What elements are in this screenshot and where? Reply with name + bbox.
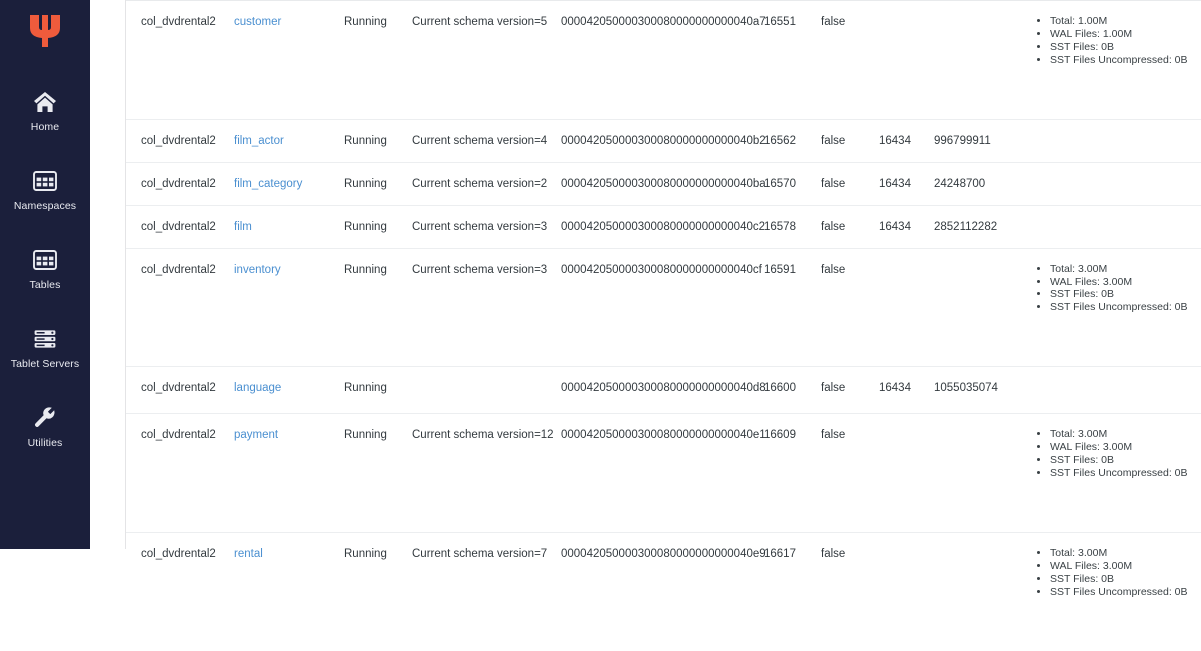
keyspace-cell xyxy=(126,162,234,205)
sidebar-item-label: Tables xyxy=(29,279,61,291)
state-cell xyxy=(344,248,412,367)
colocation-id-value: 2852112282 xyxy=(934,220,998,233)
sidebar-item-namespaces[interactable] xyxy=(0,159,90,221)
on-disk-size-cell xyxy=(1036,532,1201,650)
on-disk-size-item: • SST Files: 0B xyxy=(1050,41,1187,53)
colocation-id-cell xyxy=(934,248,1036,367)
ysql-oid-cell xyxy=(764,1,821,120)
uuid-value: 000042050000300080000000000040d8 xyxy=(561,382,766,395)
message-cell xyxy=(412,248,561,367)
grid-table-icon xyxy=(32,168,58,194)
colocation-id-value: 996799911 xyxy=(934,134,991,147)
message-value: Current schema version=12 xyxy=(412,429,554,442)
on-disk-size-item: • SST Files Uncompressed: 0B xyxy=(1050,586,1187,598)
on-disk-size-item: • Total: 3.00M xyxy=(1050,547,1187,559)
keyspace-cell xyxy=(126,1,234,120)
keyspace-value: col_dvdrental2 xyxy=(141,263,216,276)
table-name-link[interactable]: rental xyxy=(234,547,263,560)
parent-oid-value: 16434 xyxy=(879,382,911,395)
table-row xyxy=(126,414,1201,533)
state-cell xyxy=(344,119,412,162)
ysql-oid-cell xyxy=(764,367,821,414)
parent-oid-value: 16434 xyxy=(879,177,911,190)
sidebar-item-label: Home xyxy=(30,121,60,133)
parent-oid-cell xyxy=(879,532,934,650)
sidebar-item-tablet-servers[interactable] xyxy=(0,317,90,379)
keyspace-cell xyxy=(126,248,234,367)
ysql-oid-cell xyxy=(764,532,821,650)
table-name-cell xyxy=(234,367,344,414)
state-cell xyxy=(344,1,412,120)
message-cell xyxy=(412,532,561,650)
colocation-id-cell xyxy=(934,367,1036,414)
keyspace-cell xyxy=(126,532,234,650)
state-value: Running xyxy=(344,177,387,190)
keyspace-value: col_dvdrental2 xyxy=(141,382,216,395)
keyspace-value: col_dvdrental2 xyxy=(141,134,216,147)
sidebar-item-label: Namespaces xyxy=(13,200,77,212)
uuid-cell xyxy=(561,532,764,650)
table-name-link[interactable]: language xyxy=(234,382,282,395)
uuid-value: 000042050000300080000000000040c2 xyxy=(561,220,766,233)
keyspace-cell xyxy=(126,367,234,414)
on-disk-size-item: • SST Files: 0B xyxy=(1050,573,1187,585)
on-disk-size-item: • SST Files Uncompressed: 0B xyxy=(1050,54,1187,66)
keyspace-value: col_dvdrental2 xyxy=(141,220,216,233)
on-disk-size-item: • WAL Files: 3.00M xyxy=(1050,276,1187,288)
message-value: Current schema version=3 xyxy=(412,220,548,233)
parent-oid-cell xyxy=(879,248,934,367)
colocation-id-cell xyxy=(934,162,1036,205)
uuid-cell xyxy=(561,119,764,162)
table-row xyxy=(126,532,1201,650)
sidebar-item-utilities[interactable] xyxy=(0,396,90,458)
hidden-cell xyxy=(821,1,879,120)
ysql-oid-value: 16617 xyxy=(764,547,796,560)
on-disk-size-cell xyxy=(1036,367,1201,414)
ysql-oid-cell xyxy=(764,119,821,162)
on-disk-size-cell xyxy=(1036,248,1201,367)
hidden-value: false xyxy=(821,382,846,395)
on-disk-size-cell xyxy=(1036,119,1201,162)
state-value: Running xyxy=(344,134,387,147)
on-disk-size-item: • SST Files Uncompressed: 0B xyxy=(1050,301,1187,313)
message-cell xyxy=(412,1,561,120)
keyspace-cell xyxy=(126,119,234,162)
hidden-cell xyxy=(821,119,879,162)
colocation-id-cell xyxy=(934,1,1036,120)
table-name-cell xyxy=(234,414,344,533)
parent-oid-cell xyxy=(879,414,934,533)
state-cell xyxy=(344,205,412,248)
on-disk-size-cell xyxy=(1036,205,1201,248)
table-row xyxy=(126,119,1201,162)
message-cell xyxy=(412,414,561,533)
on-disk-size-item: • SST Files Uncompressed: 0B xyxy=(1050,467,1187,479)
ysql-oid-value: 16562 xyxy=(764,134,796,147)
on-disk-size-list xyxy=(1036,428,1187,479)
message-value: Current schema version=3 xyxy=(412,263,548,276)
on-disk-size-item: • Total: 3.00M xyxy=(1050,428,1187,440)
tables-table xyxy=(126,0,1201,651)
table-row xyxy=(126,367,1201,414)
parent-oid-value: 16434 xyxy=(879,220,911,233)
on-disk-size-item: • WAL Files: 3.00M xyxy=(1050,441,1187,453)
hidden-value: false xyxy=(821,263,846,276)
hidden-cell xyxy=(821,532,879,650)
state-cell xyxy=(344,532,412,650)
uuid-cell xyxy=(561,248,764,367)
parent-oid-cell xyxy=(879,162,934,205)
on-disk-size-cell xyxy=(1036,1,1201,120)
message-cell xyxy=(412,119,561,162)
keyspace-value: col_dvdrental2 xyxy=(141,547,216,560)
colocation-id-cell xyxy=(934,414,1036,533)
on-disk-size-list xyxy=(1036,547,1187,598)
message-cell xyxy=(412,367,561,414)
uuid-cell xyxy=(561,367,764,414)
colocation-id-cell xyxy=(934,119,1036,162)
on-disk-size-cell xyxy=(1036,162,1201,205)
keyspace-cell xyxy=(126,205,234,248)
uuid-cell xyxy=(561,414,764,533)
ysql-oid-value: 16551 xyxy=(764,16,796,28)
message-cell xyxy=(412,205,561,248)
sidebar-item-tables[interactable] xyxy=(0,238,90,300)
table-row xyxy=(126,1,1201,120)
ysql-oid-cell xyxy=(764,248,821,367)
uuid-value: 000042050000300080000000000040ba xyxy=(561,177,766,190)
state-value: Running xyxy=(344,547,387,560)
sidebar-item-label: Utilities xyxy=(27,437,63,449)
table-name-link[interactable]: film_actor xyxy=(234,134,284,147)
parent-oid-value: 16434 xyxy=(879,134,911,147)
wrench-icon xyxy=(32,405,58,431)
keyspace-value: col_dvdrental2 xyxy=(141,177,216,190)
home-icon xyxy=(32,89,58,115)
state-value: Running xyxy=(344,16,387,28)
table-row xyxy=(126,162,1201,205)
parent-oid-cell xyxy=(879,367,934,414)
sidebar xyxy=(0,0,90,549)
colocation-id-value: 1055035074 xyxy=(934,382,998,395)
hidden-value: false xyxy=(821,547,846,560)
sidebar-item-label: Tablet Servers xyxy=(10,358,80,370)
main-content xyxy=(90,0,1200,598)
table-name-link[interactable]: customer xyxy=(234,16,282,28)
table-row xyxy=(126,248,1201,367)
sidebar-item-home[interactable] xyxy=(0,80,90,142)
hidden-value: false xyxy=(821,429,846,442)
table-name-cell xyxy=(234,162,344,205)
table-name-link[interactable]: film_category xyxy=(234,177,303,190)
ysql-oid-value: 16591 xyxy=(764,263,796,276)
table-name-cell xyxy=(234,119,344,162)
ysql-oid-value: 16570 xyxy=(764,177,796,190)
state-value: Running xyxy=(344,263,387,276)
table-name-link[interactable]: inventory xyxy=(234,263,281,276)
hidden-cell xyxy=(821,162,879,205)
hidden-cell xyxy=(821,248,879,367)
colocation-id-cell xyxy=(934,205,1036,248)
ysql-oid-cell xyxy=(764,414,821,533)
tables-table-body xyxy=(126,1,1201,651)
keyspace-value: col_dvdrental2 xyxy=(141,429,216,442)
uuid-cell xyxy=(561,1,764,120)
table-name-cell xyxy=(234,205,344,248)
message-value: Current schema version=5 xyxy=(412,16,548,28)
colocation-id-cell xyxy=(934,532,1036,650)
message-cell xyxy=(412,162,561,205)
on-disk-size-item: • WAL Files: 1.00M xyxy=(1050,28,1187,40)
state-cell xyxy=(344,162,412,205)
hidden-cell xyxy=(821,414,879,533)
table-name-cell xyxy=(234,532,344,650)
on-disk-size-list xyxy=(1036,15,1187,66)
uuid-cell xyxy=(561,205,764,248)
uuid-cell xyxy=(561,162,764,205)
table-name-cell xyxy=(234,248,344,367)
message-value: Current schema version=2 xyxy=(412,177,548,190)
on-disk-size-item: • SST Files: 0B xyxy=(1050,288,1187,300)
table-row xyxy=(126,205,1201,248)
on-disk-size-item: • Total: 1.00M xyxy=(1050,15,1187,27)
uuid-value: 000042050000300080000000000040b2 xyxy=(561,134,766,147)
on-disk-size-item: • Total: 3.00M xyxy=(1050,263,1187,275)
message-value: Current schema version=4 xyxy=(412,134,548,147)
state-cell xyxy=(344,414,412,533)
state-value: Running xyxy=(344,220,387,233)
parent-oid-cell xyxy=(879,119,934,162)
state-cell xyxy=(344,367,412,414)
ysql-oid-cell xyxy=(764,162,821,205)
colocation-id-value: 24248700 xyxy=(934,177,986,190)
ysql-oid-value: 16578 xyxy=(764,220,796,233)
on-disk-size-list xyxy=(1036,263,1187,314)
message-value: Current schema version=7 xyxy=(412,547,548,560)
tables-table-container xyxy=(125,0,1200,598)
hidden-value: false xyxy=(821,16,846,28)
table-name-link[interactable]: payment xyxy=(234,429,279,442)
table-name-cell xyxy=(234,1,344,120)
parent-oid-cell xyxy=(879,205,934,248)
servers-icon xyxy=(32,326,58,352)
uuid-value: 000042050000300080000000000040e9 xyxy=(561,547,766,560)
on-disk-size-cell xyxy=(1036,414,1201,533)
table-name-link[interactable]: film xyxy=(234,220,252,233)
uuid-value: 000042050000300080000000000040e1 xyxy=(561,429,766,442)
parent-oid-cell xyxy=(879,1,934,120)
hidden-cell xyxy=(821,205,879,248)
yugabyte-logo-icon[interactable] xyxy=(22,8,68,54)
on-disk-size-item: • SST Files: 0B xyxy=(1050,454,1187,466)
on-disk-size-item: • WAL Files: 3.00M xyxy=(1050,560,1187,572)
hidden-cell xyxy=(821,367,879,414)
hidden-value: false xyxy=(821,220,846,233)
keyspace-value: col_dvdrental2 xyxy=(141,16,216,28)
ysql-oid-cell xyxy=(764,205,821,248)
keyspace-cell xyxy=(126,414,234,533)
ysql-oid-value: 16600 xyxy=(764,382,796,395)
grid-table-icon xyxy=(32,247,58,273)
hidden-value: false xyxy=(821,134,846,147)
uuid-value: 000042050000300080000000000040cf xyxy=(561,263,762,276)
ysql-oid-value: 16609 xyxy=(764,429,796,442)
state-value: Running xyxy=(344,429,387,442)
uuid-value: 000042050000300080000000000040a7 xyxy=(561,16,766,28)
hidden-value: false xyxy=(821,177,846,190)
state-value: Running xyxy=(344,382,387,395)
